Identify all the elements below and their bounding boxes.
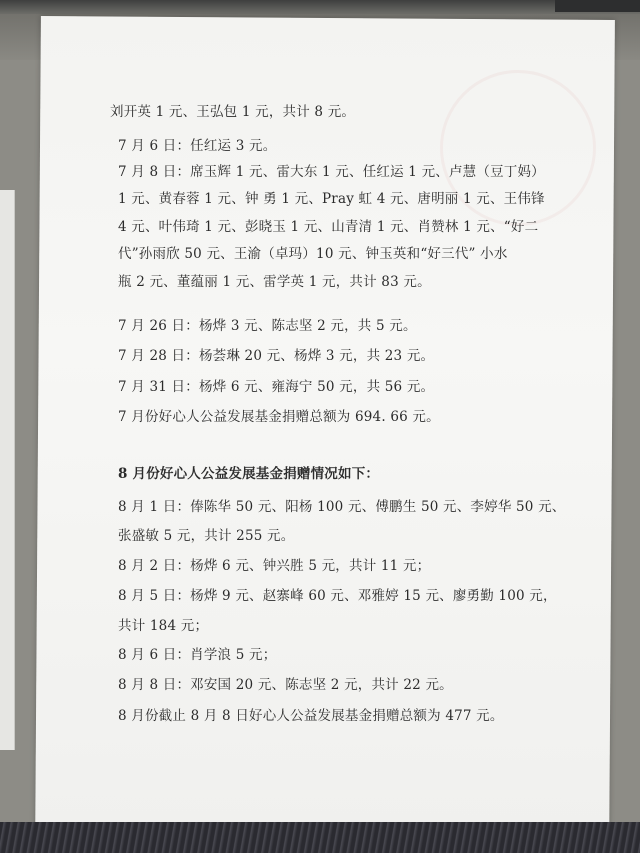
- text-line: 7 月 6 日：任红运 3 元。: [118, 138, 277, 154]
- text-line: 8 月 2 日：杨烨 6 元、钟兴胜 5 元，共计 11 元；: [118, 558, 431, 574]
- text-line: 8 月份截止 8 月 8 日好心人公益发展基金捐赠总额为 477 元。: [118, 708, 504, 724]
- text-line: 8 月 8 日：邓安国 20 元、陈志坚 2 元，共计 22 元。: [118, 677, 453, 693]
- text-line: 代”孙雨欣 50 元、王渝（卓玛）10 元、钟玉英和“好三代” 小水: [118, 246, 508, 262]
- text-line: 8 月 1 日：俸陈华 50 元、阳杨 100 元、傅鹏生 50 元、李婷华 50 元、: [118, 499, 566, 515]
- text-line: 1 元、黄春蓉 1 元、钟 勇 1 元、Pray 虹 4 元、唐明丽 1 元、王伟锋: [118, 191, 545, 207]
- foreground-fabric: [0, 822, 640, 853]
- text-line: 共计 184 元；: [118, 618, 209, 634]
- text-line: 7 月份好心人公益发展基金捐赠总额为 694. 66 元。: [118, 409, 440, 425]
- text-line: 7 月 28 日：杨荟琳 20 元、杨烨 3 元，共 23 元。: [118, 348, 435, 364]
- text-line: 8 月 6 日：肖学浪 5 元；: [118, 647, 277, 663]
- section-heading: 8 月份好心人公益发展基金捐赠情况如下：: [118, 466, 380, 482]
- text-line: 瓶 2 元、董蕴丽 1 元、雷学英 1 元，共计 83 元。: [118, 274, 431, 290]
- text-line: 张盛敏 5 元，共计 255 元。: [118, 528, 295, 544]
- text-line: 4 元、叶伟琦 1 元、彭晓玉 1 元、山青清 1 元、肖赞林 1 元、“好二: [118, 219, 539, 235]
- text-line: 刘开英 1 元、王弘包 1 元，共计 8 元。: [110, 104, 356, 120]
- text-line: 7 月 26 日：杨烨 3 元、陈志坚 2 元，共 5 元。: [118, 318, 417, 334]
- text-line: 7 月 8 日：席玉辉 1 元、雷大东 1 元、任红运 1 元、卢慧（豆丁妈）: [118, 164, 545, 180]
- text-line: 7 月 31 日：杨烨 6 元、雍海宁 50 元，共 56 元。: [118, 379, 435, 395]
- text-line: 8 月 5 日：杨烨 9 元、赵寨峰 60 元、邓雅婷 15 元、廖勇勤 100 元，: [118, 588, 557, 604]
